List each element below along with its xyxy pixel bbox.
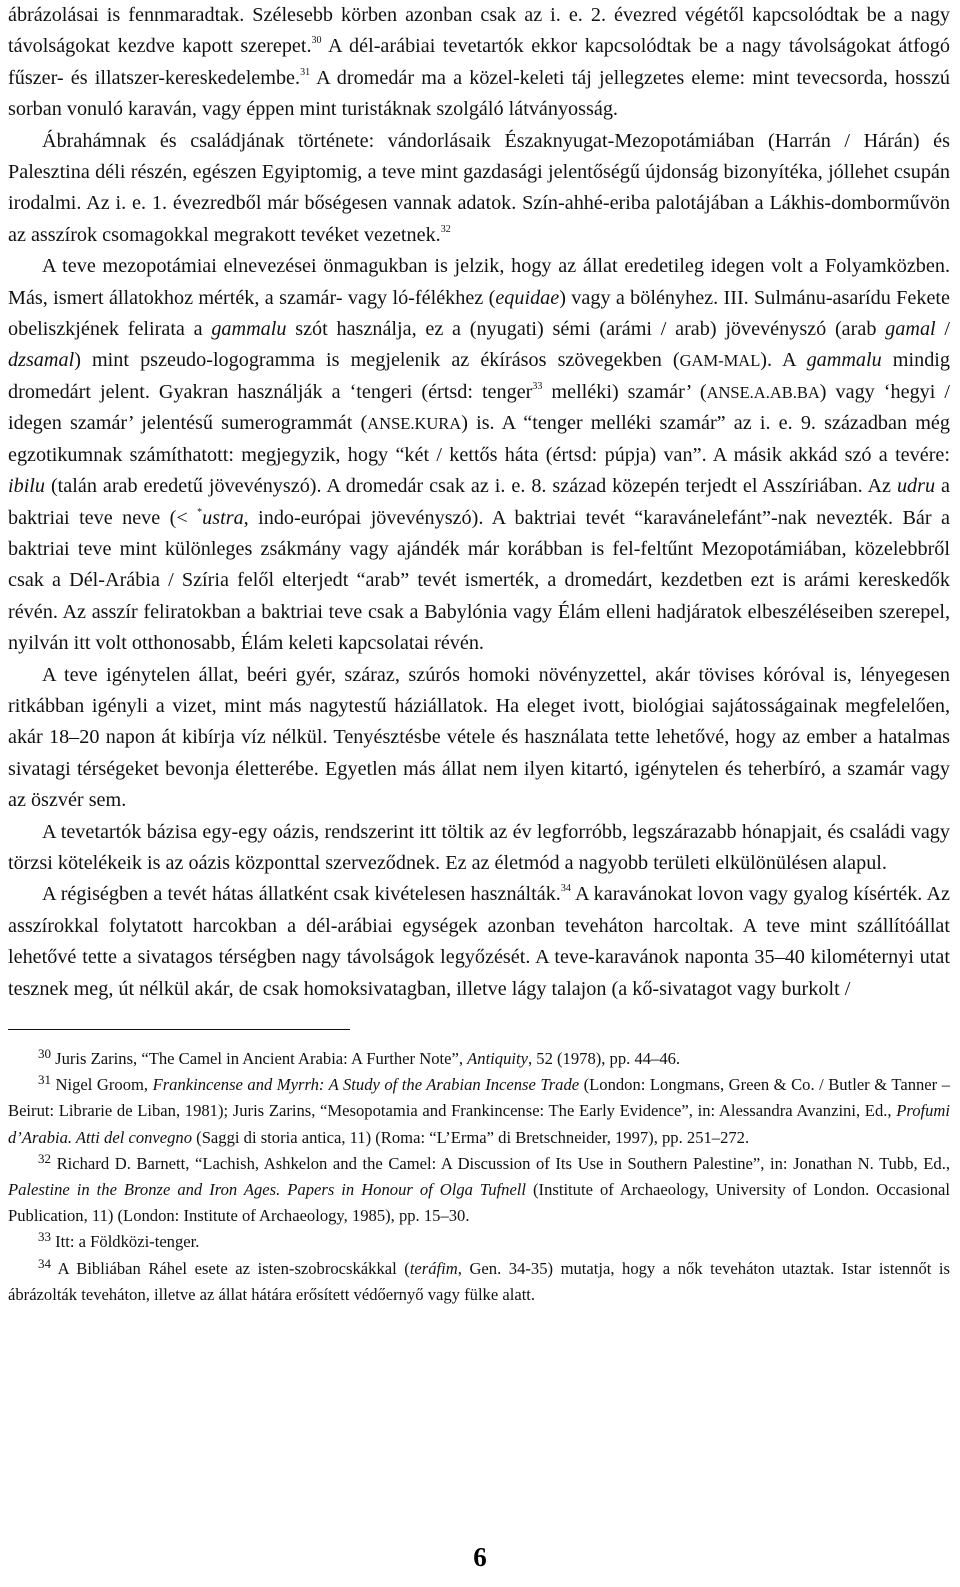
footnote-number: 32 xyxy=(38,1150,51,1166)
footnote-ref: 30 xyxy=(311,35,322,47)
text-run: (London: Longmans, Green & Co. / Butler & Tanner – Beirut: Librarie de Liban, 1981); Juris Zarins, “Mesopotamia and Frankincense: The Early Evidence”, in: Alessandra Avanzini, Ed., xyxy=(8,1075,950,1121)
text-run: ) mint pszeudo-logogramma is megjelenik az ékírásos szövegekben ( xyxy=(74,349,680,372)
italic-text: equidae xyxy=(495,286,560,309)
italic-text: Antiquity xyxy=(467,1049,528,1068)
italic-text: Frankincense and Myrrh: A Study of the Arabian Incense Trade xyxy=(152,1075,580,1095)
text-run: Itt: a Földközi-tenger. xyxy=(55,1232,200,1252)
text-run: melléki) szamár’ ( xyxy=(542,380,707,403)
text-run: ) vagy ‘hegyi / idegen szamár’ jelentésű sumerogrammát ( xyxy=(8,380,950,435)
footnote xyxy=(8,1256,950,1308)
text-run: ) is. A “tenger melléki szamár” az i. e. 9. században még egzotikumnak számíthatott: megjegyzik, hogy “két / kettős háta (értsd: púpja) van”. A másik akkád szó a tevére: xyxy=(8,412,950,466)
italic-text: gammalu xyxy=(211,318,287,341)
text-run: ). A xyxy=(760,349,807,372)
text-run: Juris Zarins, “The Camel in Ancient Arabia: A Further Note”, xyxy=(55,1049,468,1068)
text-run: A teve mezopotámiai elnevezései önmagukban is jelzik, hogy az állat eredetileg idegen volt a Folyamközben. Más, ismert állatokhoz mérték, a szamár- vagy ló-félékhez ( xyxy=(8,255,950,309)
italic-text: ibilu xyxy=(8,475,46,498)
italic-text: ustra xyxy=(202,506,244,529)
footnote-number: 34 xyxy=(38,1255,51,1271)
text-run: A Bibliában Ráhel esete az isten-szobrocskákkal ( xyxy=(57,1258,410,1278)
text-run: Nigel Groom, xyxy=(55,1075,153,1095)
sumerogram: ANSE.KURA xyxy=(367,414,462,434)
italic-text: gamal xyxy=(885,318,936,341)
page-number: 6 xyxy=(473,1542,487,1572)
footnotes xyxy=(8,1046,950,1308)
paragraph xyxy=(8,251,950,659)
text-run: a baktriai teve neve (< xyxy=(8,475,950,529)
text-run: , Gen. 34-35) mutatja, hogy a nők teveháton utaztak. Istar istennőt is ábrázolták teveháton, illetve az állat hátára erősített védőernyő vagy fülke alatt. xyxy=(8,1258,950,1304)
sumerogram: ANSE.A.AB.BA xyxy=(706,382,820,402)
italic-text: udru xyxy=(896,475,936,498)
text-run: ábrázolásai is fennmaradtak. Szélesebb körben azonban csak az i. e. 2. évezred végétől kapcsolódtak be a nagy távolságokat kezdve kapott szerepet. xyxy=(8,4,950,58)
text-run: ) vagy a bölényhez. III. Sulmánu-asarídu Fekete obeliszkjének felirata a xyxy=(8,286,950,341)
text-run: szót használja, ez a (nyugati) sémi (arámi / arab) jövevényszó (arab xyxy=(286,318,886,341)
text-run: , indo-európai jövevényszó). A baktriai tevét “karavánelefánt”-nak nevezték. Bár a baktriai teve mint különleges zsákmány vagy ajándék már korábban is fel-feltűnt Mezopotámiában, közelebbről csak a Dél-Arábia / Szíria felől elterjedt “arab” tevét ismerték, a dromedárt, kezdetben ezt is arámi kereskedők révén. Az asszír feliratokban a baktriai teve csak a Babylónia vagy Élám elleni hadjáratok elbeszéléseiben szerepel, nyilván itt volt otthonosabb, Élám keleti kapcsolatai révén. xyxy=(8,506,950,655)
text-run: A dromedár ma a közel-keleti táj jellegzetes eleme: mint tevecsorda, hosszú sorban vonuló karaván, vagy éppen mint turistáknak szolgáló látványosság. xyxy=(8,66,950,121)
paragraph xyxy=(8,660,950,817)
footnote-ref: 31 xyxy=(300,66,311,78)
paragraph xyxy=(8,0,950,126)
text-run: (talán arab eredetű jövevényszó). A dromedár csak az i. e. 8. század közepén terjedt el Asszíriában. Az xyxy=(45,475,897,498)
italic-text: dzsamal xyxy=(8,349,75,372)
text-run: Ábrahámnak és családjának története: vándorlásaik Északnyugat-Mezopotámiában (Harrán / Hárán) és Palesztina déli részén, egészen Egyiptomig, a teve mint gazdasági jelentőségű újdonság bizonyítéka, jóllehet csupán irodalmi. Az i. e. 1. évezredből már bőségesen vannak adatok. Szín-ahhé-eriba palotájában a Lákhis-domborművön az asszírok csomagokkal megrakott tevéket vezetnek. xyxy=(8,129,950,246)
text-run: Richard D. Barnett, “Lachish, Ashkelon and the Camel: A Discussion of Its Use in Southern Palestine”, in: Jonathan N. Tubb, Ed., xyxy=(56,1153,950,1173)
footnote-ref: 32 xyxy=(440,223,451,235)
text-run: A régiségben a tevét hátas állatként csak kivételesen használták. xyxy=(42,883,561,906)
sumerogram: GAM-MAL xyxy=(679,351,761,371)
paragraph xyxy=(8,126,950,252)
footnote-number: 31 xyxy=(38,1072,51,1088)
text-run: A teve igénytelen állat, beéri gyér, száraz, szúrós homoki növényzettel, akár tövises kóróval is, lényegesen ritkábban igényli a vizet, mint más nagytestű háziállatok. Ha eleget ivott, biológiai sajátosságainak megfelelően, akár 18–20 napon át kibírja víz nélkül. Tenyésztésbe vétele és használata tette lehetővé, hogy az ember a hatalmas sivatagi térségeket bevonja életterébe. Egyetlen más állat nem ilyen kitartó, igénytelen és teherbíró, a szamár vagy az öszvér sem. xyxy=(8,663,950,812)
italic-text: gammalu xyxy=(806,349,882,372)
footnote xyxy=(8,1072,950,1151)
text-run: mindig dromedárt jelent. Gyakran használják a ‘tengeri (értsd: tenger xyxy=(8,349,950,403)
paragraph xyxy=(8,879,950,1005)
document-page xyxy=(8,0,950,1308)
text-run: , 52 (1978), pp. 44–46. xyxy=(527,1049,681,1068)
italic-text: teráfim xyxy=(409,1258,458,1278)
footnote-ref: * xyxy=(197,506,203,518)
body-text xyxy=(8,0,950,1005)
footnote-ref: 33 xyxy=(532,380,543,392)
footnote-separator xyxy=(8,1029,350,1030)
text-run: (Saggi di storia antica, 11) (Roma: “L’Erma” di Bretschneider, 1997), pp. 251–272. xyxy=(192,1127,750,1147)
footnote xyxy=(8,1151,950,1230)
text-run: / xyxy=(935,318,950,341)
text-run: A dél-arábiai tevetartók ekkor kapcsolódtak be a nagy távolságokat átfogó fűszer- és illatszer-kereskedelembe. xyxy=(8,35,950,89)
paragraph xyxy=(8,817,950,880)
text-run: A tevetartók bázisa egy-egy oázis, rendszerint itt töltik az év legforróbb, legszárazabb hónapjait, és családi vagy törzsi kötelékeik is az oázis központtal szerveződnek. Ez az életmód a nagyobb területi elkülönülésen alapul. xyxy=(8,820,950,874)
footnote xyxy=(8,1229,950,1255)
footnote xyxy=(8,1046,950,1072)
footnote-number: 33 xyxy=(38,1229,51,1245)
italic-text: Profumi d’Arabia. Atti del convegno xyxy=(8,1101,950,1147)
italic-text: Palestine in the Bronze and Iron Ages. Papers in Honour of Olga Tufnell xyxy=(8,1180,527,1200)
footnote-number: 30 xyxy=(38,1046,51,1061)
text-run: (Institute of Archaeology, University of London. Occasional Publication, 11) (London: Institute of Archaeology, 1985), pp. 15–30. xyxy=(8,1180,950,1226)
text-run: A karavánokat lovon vagy gyalog kísérték. Az asszírokkal folytatott harcokban a dél-arábiai egységek azonban teveháton harcoltak. A teve mint szállítóállat lehetővé tette a sivatagos térségben nagy távolságok legyőzését. A teve-karavánok naponta 35–40 kilométernyi utat tesznek meg, út nélkül akár, de csak homoksivatagban, illetve lágy talajon (a kő-sivatagot vagy burkolt / xyxy=(8,883,950,1000)
footnote-ref: 34 xyxy=(560,883,571,895)
